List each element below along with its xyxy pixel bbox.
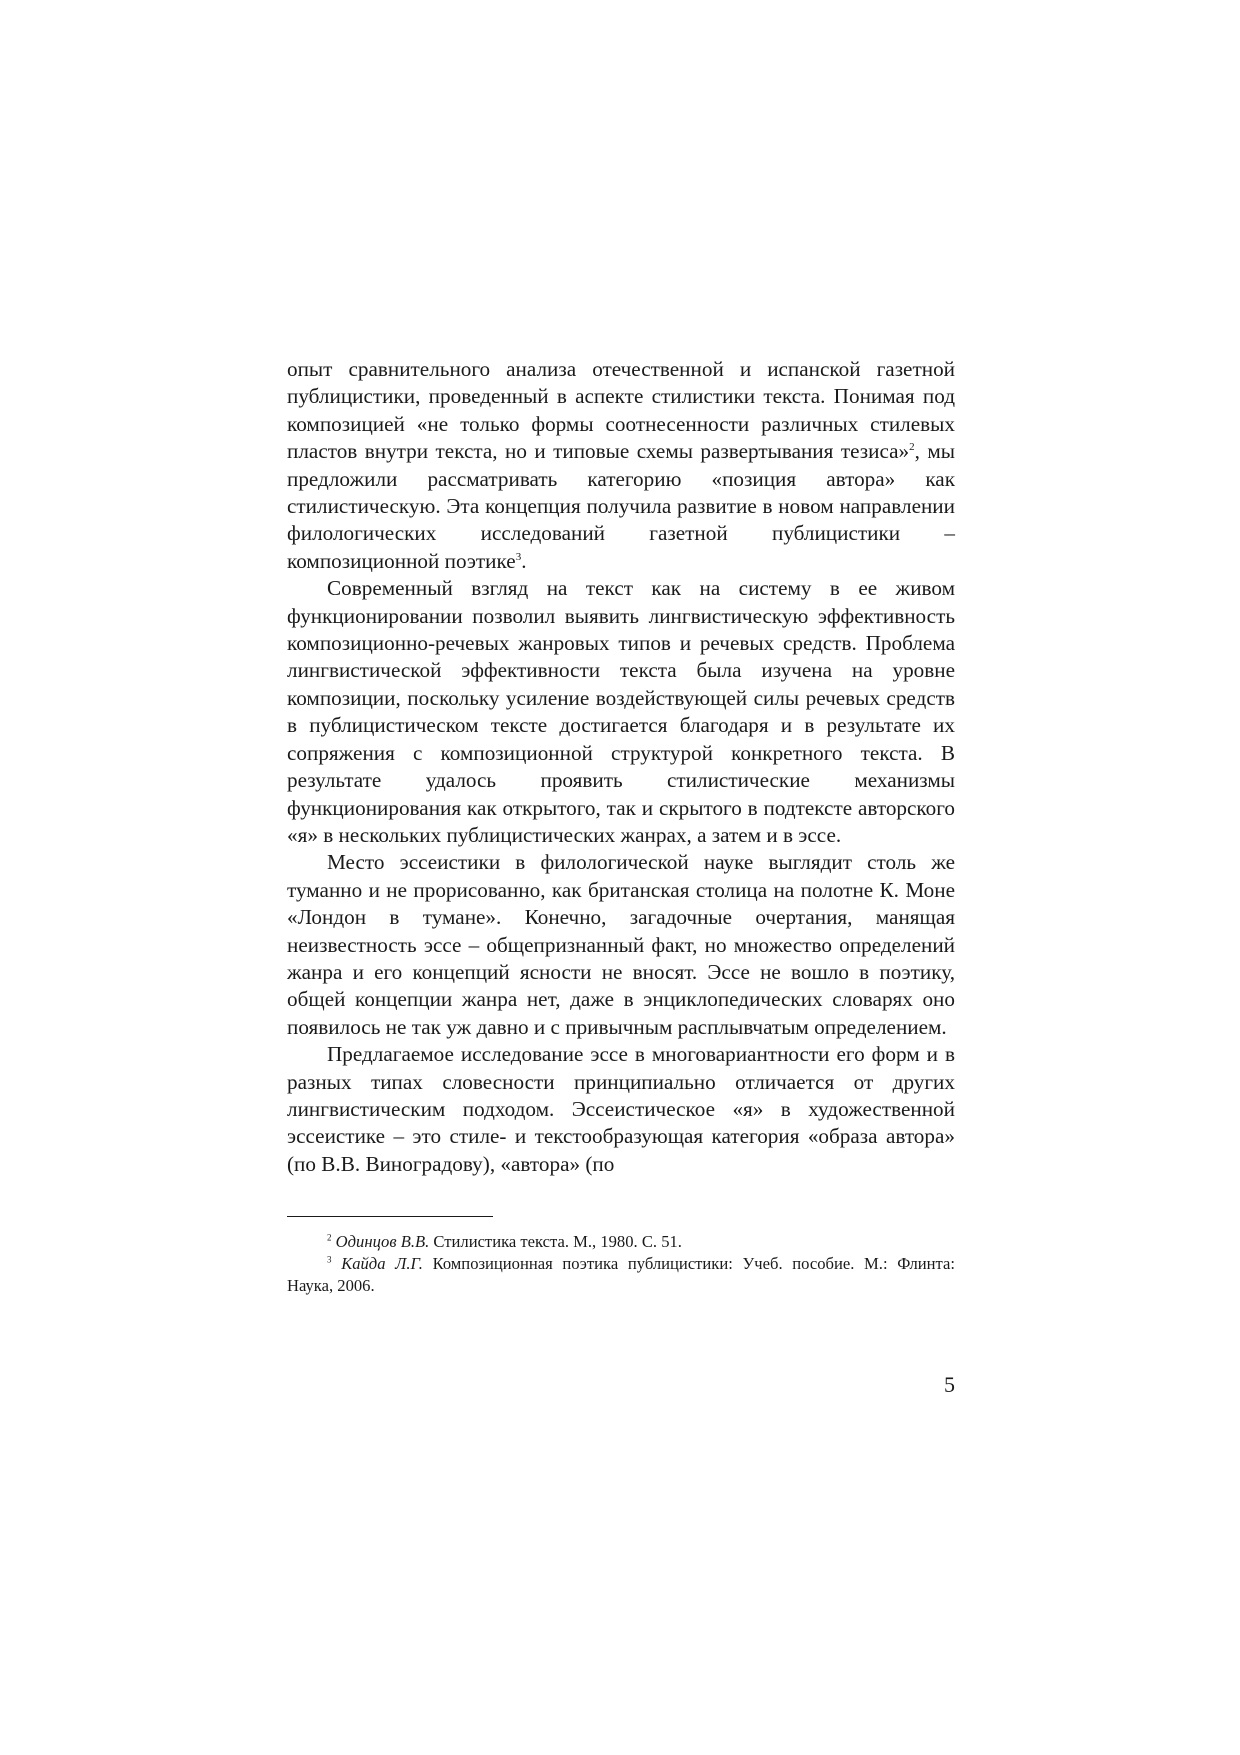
paragraph-text: опыт сравнительного анализа отечественной и испанской газетной публицистики, проведенный в аспекте стилистики текста. Понимая под композицией «не только формы соотнесенности различных стилевых пластов внутри текста, но и типовые схемы развертывания тезиса»: [287, 357, 955, 464]
body-paragraph: [287, 849, 955, 1041]
footnote: [287, 1253, 955, 1297]
page-number: 5: [944, 1372, 955, 1397]
footnote-author: Кайда Л.Г.: [341, 1254, 423, 1274]
footnote-list: [287, 1231, 955, 1297]
footnote: [287, 1231, 955, 1253]
footnote-text: Стилистика текста. М., 1980. С. 51.: [429, 1232, 682, 1252]
body-paragraph: [287, 356, 955, 575]
body-text: [287, 356, 955, 1178]
paragraph-text: Современный взгляд на текст как на систему в ее живом функционировании позволил выявить лингвистическую эффективность композиционно-речевых жанровых типов и речевых средств. Проблема лингвистической эффективности текста была изучена на уровне композиции, поскольку усиление воздействующей силы речевых средств в публицистическом тексте достигается благодаря и в результате их сопряжения с композиционной структурой конкретного текста. В результате удалось проявить стилистические механизмы функционирования как открытого, так и скрытого в подтексте авторского «я» в нескольких публицистических жанрах, а затем и в эссе.: [287, 576, 955, 847]
paragraph-text: Предлагаемое исследование эссе в многовариантности его форм и в разных типах словесности принципиально отличается от других лингвистическим подходом. Эссеистическое «я» в художественной эссеистике – это стиле- и текстообразующая категория «образа автора» (по В.В. Виноградову), «автора» (по: [287, 1042, 955, 1176]
footnote-number: 3: [327, 1254, 332, 1265]
footnote-author: Одинцов В.В.: [335, 1232, 430, 1252]
footnote-separator: [287, 1216, 493, 1217]
paragraph-text: , мы предложили рассматривать категорию «позиция автора» как стилистическую. Эта концепция получила развитие в новом направлении филологических исследований газетной публицистики – композиционной поэтике: [287, 439, 955, 573]
page-content: [287, 356, 955, 1297]
footnote-reference[interactable]: 3: [515, 550, 522, 563]
body-paragraph: [287, 1041, 955, 1178]
footnotes: [287, 1216, 955, 1297]
paragraph-text: .: [521, 548, 527, 573]
footnote-number: 2: [327, 1232, 332, 1243]
footnote-reference[interactable]: 2: [909, 441, 915, 454]
paragraph-text: Место эссеистики в филологической науке выглядит столь же туманно и не прорисованно, как британская столица на полотне К. Моне «Лондон в тумане». Конечно, загадочные очертания, манящая неизвестность эссе – общепризнанный факт, но множество определений жанра и его концепций ясности не вносят. Эссе не вошло в поэтику, общей концепции жанра нет, даже в энциклопедических словарях оно появилось не так уж давно и с привычным расплывчатым определением.: [287, 850, 955, 1039]
body-paragraph: [287, 575, 955, 849]
footnote-text: Композиционная поэтика публицистики: Учеб. пособие. М.: Флинта: Наука, 2006.: [287, 1254, 955, 1296]
